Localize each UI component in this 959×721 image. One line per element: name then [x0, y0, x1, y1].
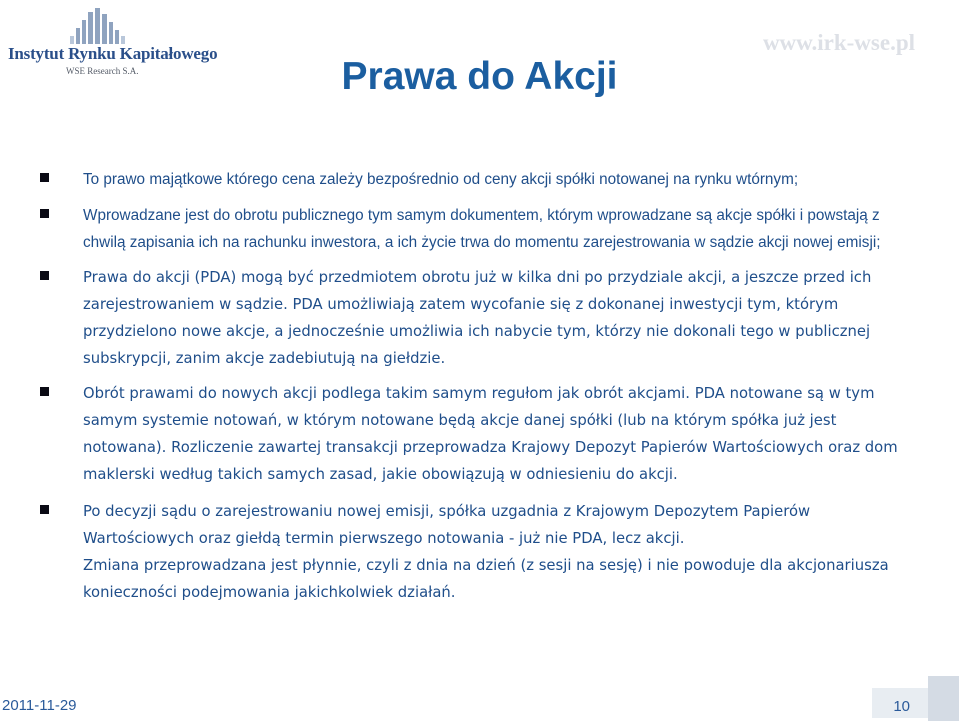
skyline-logo-icon [70, 6, 130, 44]
square-bullet-icon [40, 209, 49, 218]
bullet-continuation-text: Zmiana przeprowadzana jest płynnie, czyli z dnia na dzień (z sesji na sesję) i nie powoduje dla akcjonariusza konieczności podejmowania jakichkolwiek działań. [83, 557, 889, 601]
logo-name: Instytut Rynku Kapitałowego [8, 44, 218, 63]
bullet-text: To prawo majątkowe którego cena zależy bezpośrednio od ceny akcji spółki notowanej na rynku wtórnym; [83, 171, 799, 188]
bullet-text: Prawa do akcji (PDA) mogą być przedmiotem obrotu już w kilka dni po przydziale akcji, a jeszcze przed ich zarejestrowaniem w sądzie. PDA umożliwiają zatem wycofanie się z dokonanej inwestycji tym, którym przydzielono nowe akcje, a jednocześnie umożliwia ich nabycie tym, którzy nie dokonali tego w publicznej subskrypcji, zanim akcje zadebiutują na giełdzie. [83, 269, 872, 367]
bullet-item [36, 202, 916, 256]
footer-date: 2011-11-29 [2, 697, 77, 714]
logo-subtitle: WSE Research S.A. [66, 66, 139, 76]
bullet-list [36, 166, 916, 606]
website-url: www.irk-wse.pl [762, 30, 915, 55]
square-bullet-icon [40, 271, 49, 280]
bullet-text: Po decyzji sądu o zarejestrowaniu nowej emisji, spółka uzgadnia z Krajowym Depozytem Papierów Wartościowych oraz giełdą termin pierwszego notowania - już nie PDA, lecz akcji. [83, 503, 811, 547]
bullet-item [36, 380, 916, 488]
square-bullet-icon [40, 173, 49, 182]
bullet-item [36, 264, 916, 372]
page-number: 10 [872, 688, 928, 718]
bullet-item [36, 498, 916, 606]
corner-decoration [928, 676, 959, 721]
square-bullet-icon [40, 387, 49, 396]
square-bullet-icon [40, 505, 49, 514]
bullet-text: Wprowadzane jest do obrotu publicznego tym samym dokumentem, którym wprowadzane są akcje spółki i powstają z chwilą zapisania ich na rachunku inwestora, a ich życie trwa do momentu zarejestrowania w sądzie akcji nowej emisji; [83, 207, 881, 251]
page-title: Prawa do Akcji [341, 55, 618, 98]
bullet-item [36, 166, 916, 193]
bullet-text: Obrót prawami do nowych akcji podlega takim samym regułom jak obrót akcjami. PDA notowane są w tym samym systemie notowań, w którym notowane będą akcje danej spółki (lub na którym spółka już jest notowana). Rozliczenie zawartej transakcji przeprowadza Krajowy Depozyt Papierów Wartościowych oraz dom maklerski według takich samych zasad, jakie obowiązują w odniesieniu do akcji. [83, 385, 898, 483]
